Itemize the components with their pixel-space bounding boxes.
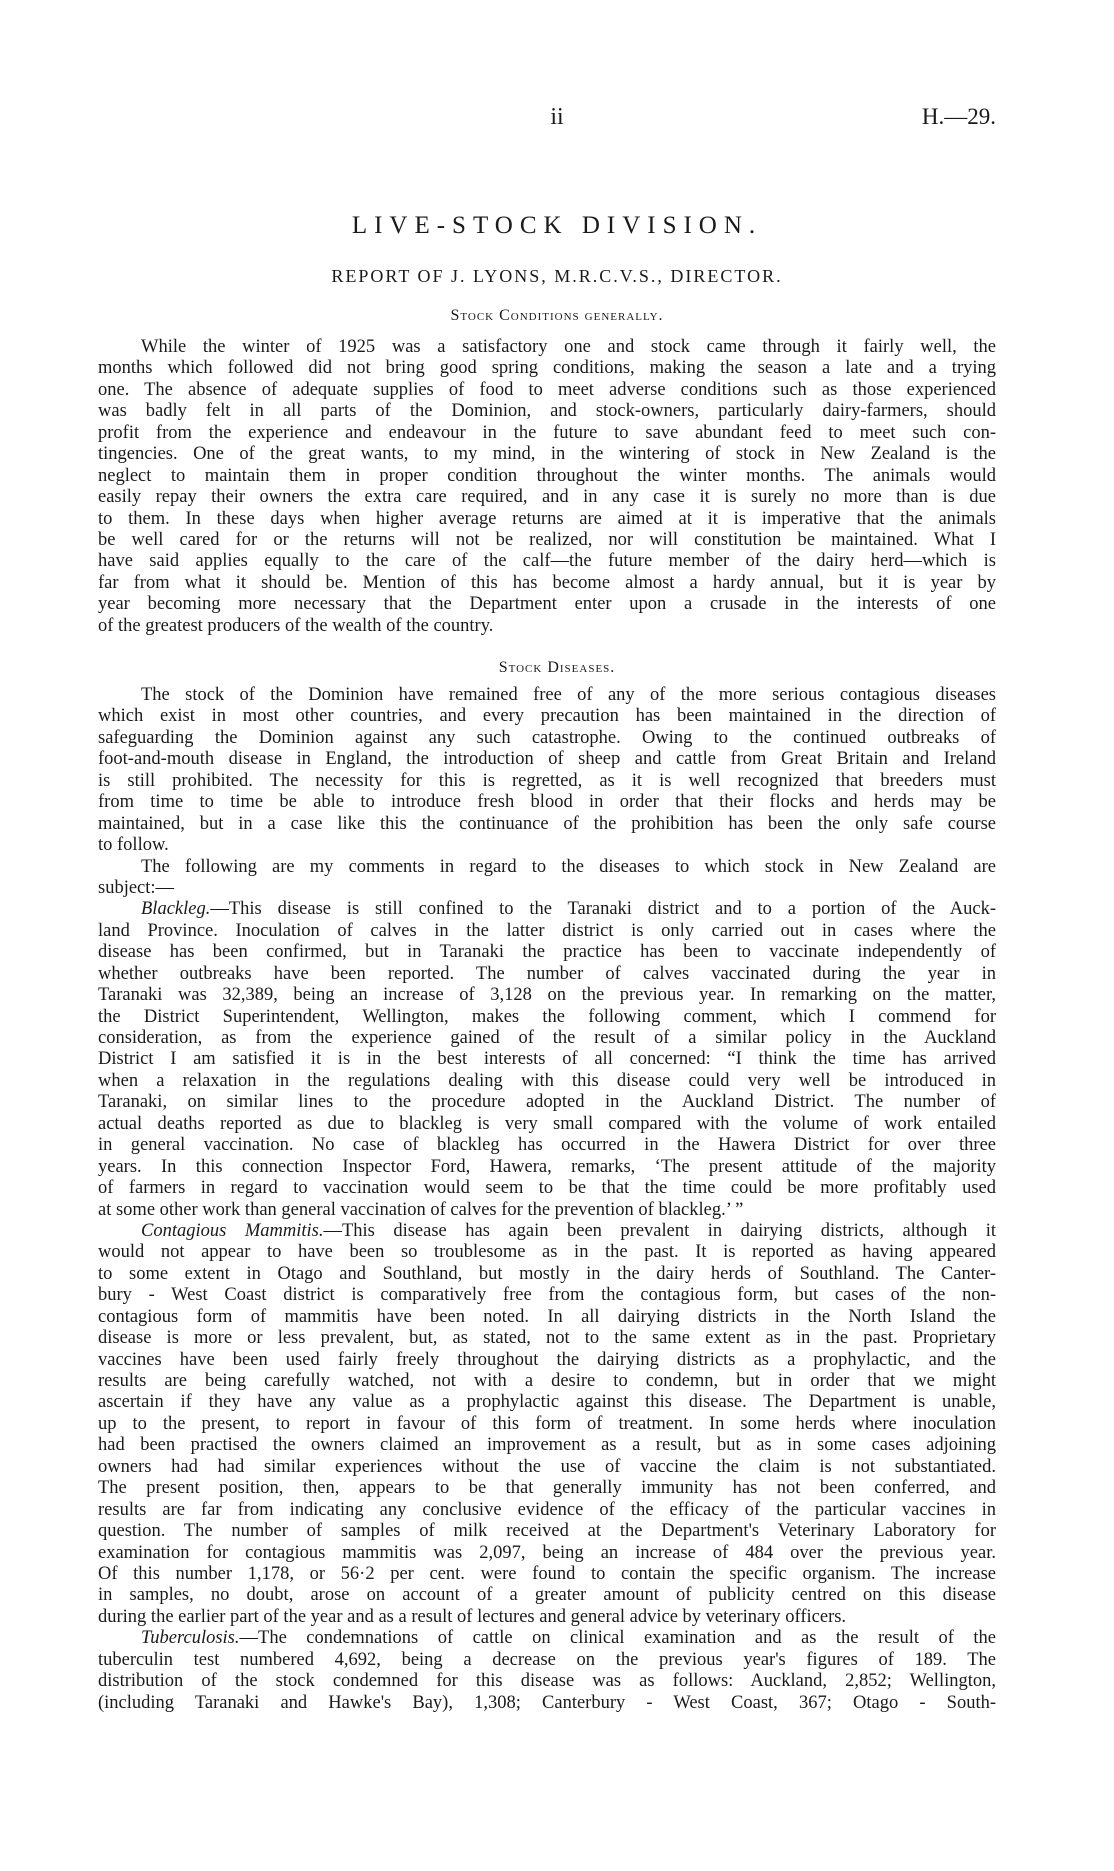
- line-text: distribution of the stock condemned for this disease was as follows: Auckland, 2,852; Wellington,: [98, 1671, 996, 1692]
- text-line: [98, 1135, 996, 1156]
- text-line: [98, 1007, 996, 1028]
- section-heading-stock-conditions: Stock Conditions generally.: [450, 307, 664, 324]
- text-line: [98, 1092, 996, 1113]
- document-reference: H.—29.: [921, 104, 996, 129]
- text-line: [98, 1585, 996, 1606]
- text-line: [98, 1435, 996, 1456]
- line-text: tuberculin test numbered 4,692, being a decrease on the previous year's figures of 189. The: [98, 1649, 996, 1670]
- line-text: months which followed did not bring good spring conditions, making the season a late and a trying: [98, 358, 996, 379]
- text-line: [98, 358, 996, 379]
- line-text: foot-and-mouth disease in England, the introduction of sheep and cattle from Great Britain and Ireland: [98, 749, 996, 770]
- section-body-stock-conditions: [98, 337, 996, 637]
- text-line: [98, 899, 996, 920]
- line-text: to them. In these days when higher average returns are aimed at it is imperative that the animals: [98, 508, 996, 529]
- text-line: [98, 1414, 996, 1435]
- line-text: far from what it should be. Mention of this has become almost a hardy annual, but it is year by: [98, 572, 996, 593]
- line-text: year becoming more necessary that the Department enter upon a crusade in the interests of one: [98, 594, 996, 615]
- line-text: —This disease is still confined to the Taranaki district and to a portion of the Auck-: [210, 899, 996, 920]
- line-text: consideration, as from the experience gained of the result of a similar policy in the Auckland: [98, 1028, 996, 1048]
- text-line: [98, 1392, 996, 1413]
- report-subtitle: REPORT OF J. LYONS, M.R.C.V.S., DIRECTOR.: [331, 266, 783, 286]
- line-text: neglect to maintain them in proper condition throughout the winter months. The animals would: [98, 465, 996, 486]
- line-text: disease has been confirmed, but in Taranaki the practice has been to vaccinate independently of: [98, 942, 996, 963]
- line-text: disease is more or less prevalent, but, as stated, not to the same extent as in the past. Proprietary: [98, 1328, 996, 1349]
- line-text: maintained, but in a case like this the continuance of the prohibition has been the only safe course: [98, 813, 996, 834]
- line-text: which exist in most other countries, and every precaution has been maintained in the direction of: [98, 706, 996, 727]
- paragraph: [98, 857, 996, 900]
- text-line: [98, 380, 996, 401]
- text-line: [98, 594, 996, 615]
- line-text: up to the present, to report in favour of this form of treatment. In some herds where inoculation: [98, 1413, 996, 1434]
- text-line: [98, 685, 996, 706]
- text-line: [98, 1628, 996, 1649]
- text-line: [98, 551, 996, 572]
- text-line: [98, 749, 996, 770]
- line-text: when a relaxation in the regulations dealing with this disease could very well be introduced in: [98, 1070, 996, 1091]
- text-line: [98, 1157, 996, 1178]
- line-text: ascertain if they have any value as a prophylactic against this disease. The Department is unable,: [98, 1392, 996, 1413]
- text-line: [98, 1543, 996, 1564]
- line-text: of farmers in regard to vaccination would seem to be that the time could be more profitably used: [98, 1178, 996, 1199]
- section-heading-stock-diseases: Stock Diseases.: [498, 659, 616, 676]
- line-text: is still prohibited. The necessity for this is regretted, as it is well recognized that breeders must: [98, 770, 996, 791]
- text-line: [98, 1049, 996, 1070]
- text-line: [98, 1071, 996, 1092]
- line-text: Taranaki, on similar lines to the procedure adopted in the Auckland District. The number of: [98, 1092, 996, 1113]
- text-line: [98, 706, 996, 727]
- line-text: actual deaths reported as due to blackleg is very small compared with the volume of work entailed: [98, 1113, 996, 1134]
- line-text: bury - West Coast district is comparatively free from the contagious form, but cases of the non-: [98, 1285, 996, 1306]
- line-text: profit from the experience and endeavour in the future to save abundant feed to meet such con-: [98, 422, 996, 443]
- paragraph: [98, 1221, 996, 1628]
- text-line: [98, 1114, 996, 1135]
- line-text: whether outbreaks have been reported. The number of calves vaccinated during the year in: [98, 963, 996, 984]
- text-line: [98, 1028, 996, 1049]
- line-text: in general vaccination. No case of blackleg has occurred in the Hawera District for over three: [98, 1135, 996, 1156]
- text-line: [98, 1457, 996, 1478]
- text-line: [98, 444, 996, 465]
- line-text: (including Taranaki and Hawke's Bay), 1,308; Canterbury - West Coast, 367; Otago - South-: [98, 1692, 996, 1713]
- line-text: The following are my comments in regard to the diseases to which stock in New Zealand are: [141, 856, 996, 877]
- text-line: [98, 1478, 996, 1499]
- page-number: ii: [550, 104, 564, 130]
- text-line: [98, 423, 996, 444]
- line-text: from time to time be able to introduce fresh blood in order that their flocks and herds may be: [98, 792, 996, 813]
- line-text: years. In this connection Inspector Ford, Hawera, remarks, ‘The present attitude of the majority: [98, 1156, 996, 1177]
- paragraph: [98, 1628, 996, 1714]
- text-line: [98, 857, 996, 878]
- paragraph: [98, 685, 996, 857]
- text-line: [98, 1350, 996, 1371]
- line-text: owners had had similar experiences without the use of vaccine the claim is not substantiated.: [98, 1456, 996, 1477]
- line-text: tingencies. One of the great wants, to my mind, in the wintering of stock in New Zealand is the: [98, 444, 996, 465]
- line-text: one. The absence of adequate supplies of food to meet adverse conditions such as those experienced: [98, 379, 996, 400]
- line-text: examination for contagious mammitis was 2,097, being an increase of 484 over the previous year.: [98, 1542, 996, 1563]
- paragraph: [98, 337, 996, 637]
- text-line: [98, 728, 996, 749]
- line-text: —The condemnations of cattle on clinical examination and as the result of the: [239, 1628, 996, 1649]
- line-text: of the greatest producers of the wealth of the country.: [98, 615, 494, 636]
- line-text: contagious form of mammitis have been noted. In all dairying districts in the North Island the: [98, 1306, 996, 1327]
- text-line: [98, 1607, 996, 1628]
- line-text: was badly felt in all parts of the Dominion, and stock-owners, particularly dairy-farmers, should: [98, 401, 996, 422]
- line-text: had been practised the owners claimed an improvement as a result, but as in some cases adjoining: [98, 1435, 996, 1456]
- line-text: be well cared for or the returns will not be realized, nor will constitution be maintained. What I: [98, 529, 996, 550]
- text-line: [98, 964, 996, 985]
- page-title: LIVE-STOCK DIVISION.: [351, 212, 763, 239]
- text-line: [98, 985, 996, 1006]
- text-line: [98, 835, 996, 856]
- line-text: land Province. Inoculation of calves in the latter district is only carried out in cases where the: [98, 920, 996, 941]
- paragraph-lead-term: Tuberculosis.: [141, 1628, 240, 1649]
- text-line: [98, 921, 996, 942]
- text-line: [98, 1564, 996, 1585]
- text-line: [98, 1521, 996, 1542]
- text-line: [98, 942, 996, 963]
- text-line: [98, 771, 996, 792]
- paragraph: [98, 899, 996, 1221]
- line-text: would not appear to have been so troublesome as in the past. It is reported as having appeared: [98, 1242, 996, 1263]
- text-line: [98, 792, 996, 813]
- line-text: vaccines have been used fairly freely throughout the dairying districts as a prophylactic, and the: [98, 1349, 996, 1370]
- line-text: in samples, no doubt, arose on account of a greater amount of publicity centred on this disease: [98, 1585, 996, 1606]
- text-line: [98, 337, 996, 358]
- line-text: easily repay their owners the extra care required, and in any case it is surely no more than is due: [98, 487, 996, 508]
- text-line: [98, 487, 996, 508]
- line-text: Of this number 1,178, or 56·2 per cent. were found to contain the specific organism. The increase: [98, 1563, 996, 1584]
- text-line: [98, 1200, 996, 1221]
- text-line: [98, 878, 996, 899]
- text-line: [98, 616, 996, 637]
- text-line: [98, 1693, 996, 1714]
- line-text: to some extent in Otago and Southland, but mostly in the dairy herds of Southland. The Canter-: [98, 1263, 996, 1284]
- text-line: [98, 1671, 996, 1692]
- line-text: District I am satisfied it is in the best interests of all concerned: “I think the time has arrived: [98, 1049, 996, 1070]
- line-text: the District Superintendent, Wellington, makes the following comment, which I commend for: [98, 1006, 996, 1027]
- line-text: results are far from indicating any conclusive evidence of the efficacy of the particular vaccines in: [98, 1499, 996, 1520]
- text-line: [98, 1242, 996, 1263]
- line-text: question. The number of samples of milk received at the Department's Veterinary Laboratory for: [98, 1521, 996, 1542]
- text-line: [98, 1285, 996, 1306]
- line-text: subject:—: [98, 877, 175, 898]
- line-text: While the winter of 1925 was a satisfactory one and stock came through it fairly well, the: [141, 337, 996, 357]
- line-text: Taranaki was 32,389, being an increase of 3,128 on the previous year. In remarking on the matter,: [98, 985, 996, 1006]
- text-line: [98, 814, 996, 835]
- line-text: have said applies equally to the care of the calf—the future member of the dairy herd—which is: [98, 551, 996, 572]
- text-line: [98, 1328, 996, 1349]
- line-text: —This disease has again been prevalent in dairying districts, although it: [323, 1220, 996, 1241]
- text-line: [98, 1221, 996, 1242]
- line-text: to follow.: [98, 835, 169, 856]
- section-body-stock-diseases: [98, 685, 996, 1714]
- line-text: at some other work than general vaccination of calves for the prevention of blackleg.’ ”: [98, 1199, 744, 1220]
- line-text: The present position, then, appears to be that generally immunity has not been conferred, and: [98, 1478, 996, 1499]
- text-line: [98, 466, 996, 487]
- text-line: [98, 573, 996, 594]
- text-line: [98, 1650, 996, 1671]
- text-line: [98, 1371, 996, 1392]
- line-text: results are being carefully watched, not with a desire to condemn, but in order that we might: [98, 1371, 996, 1391]
- text-line: [98, 1500, 996, 1521]
- text-line: [98, 401, 996, 422]
- paragraph-lead-term: Blackleg.: [141, 899, 211, 920]
- line-text: safeguarding the Dominion against any such catastrophe. Owing to the continued outbreaks of: [98, 727, 996, 748]
- line-text: The stock of the Dominion have remained free of any of the more serious contagious diseases: [141, 685, 996, 705]
- text-line: [98, 530, 996, 551]
- line-text: during the earlier part of the year and as a result of lectures and general advice by veterinary officers.: [98, 1606, 847, 1627]
- text-line: [98, 1307, 996, 1328]
- paragraph-lead-term: Contagious Mammitis.: [141, 1220, 324, 1241]
- text-line: [98, 1264, 996, 1285]
- text-line: [98, 509, 996, 530]
- text-line: [98, 1178, 996, 1199]
